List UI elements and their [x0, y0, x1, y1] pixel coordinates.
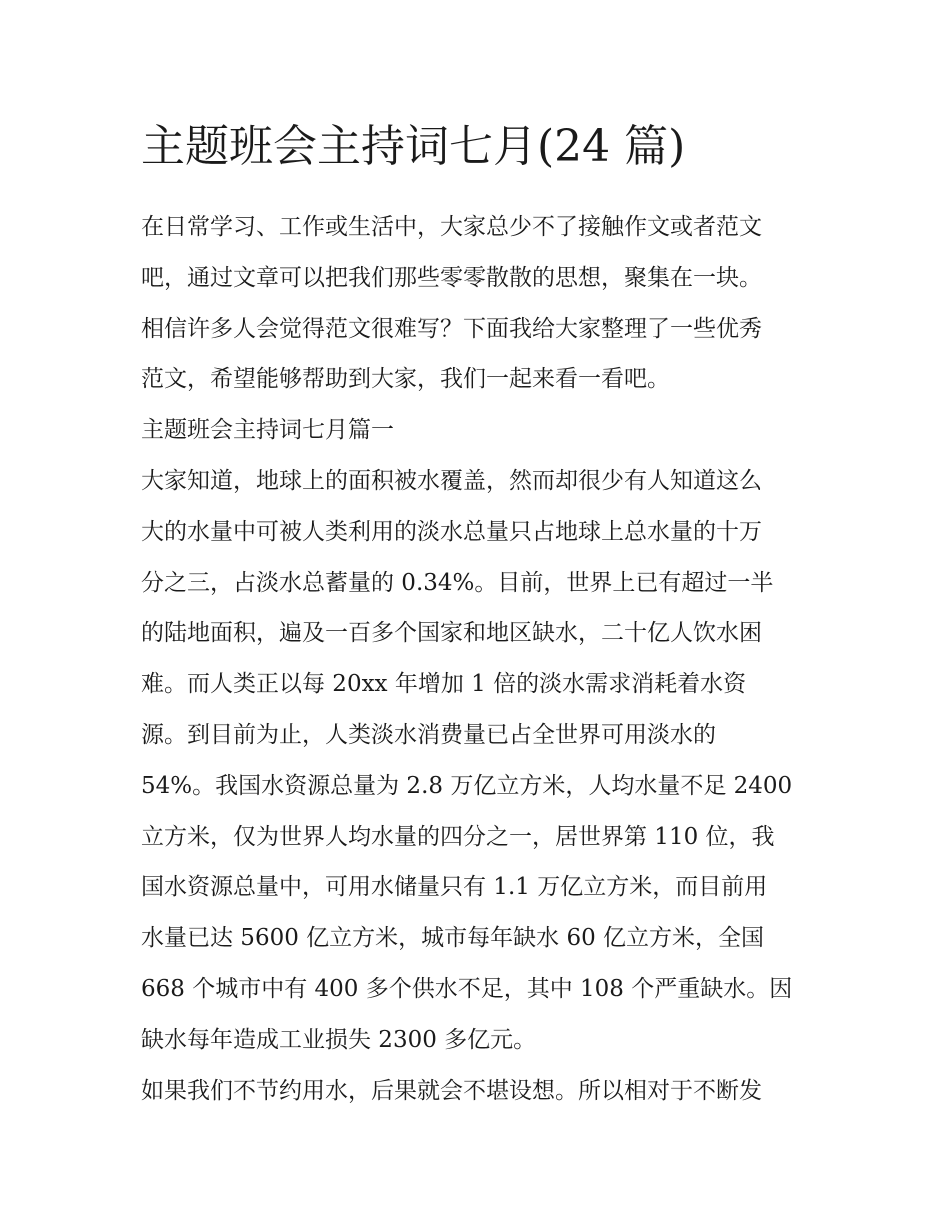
body-line: 缺水每年造成工业损失 2300 多亿元。 [141, 1026, 537, 1053]
body-line: 大家知道，地球上的面积被水覆盖，然而却很少有人知道这么 [141, 467, 762, 494]
body-line: 水量已达 5600 亿立方米，城市每年缺水 60 亿立方米，全国 [141, 925, 765, 952]
body-line: 如果我们不节约用水，后果就会不堪设想。所以相对于不断发 [141, 1077, 762, 1104]
document-body [141, 202, 831, 1116]
body-line: 668 个城市中有 400 多个供水不足，其中 108 个严重缺水。因 [141, 975, 793, 1002]
body-line-intro: 范文，希望能够帮助到大家，我们一起来看一看吧。 [141, 366, 670, 393]
body-line: 分之三，占淡水总蓄量的 0.34%。目前，世界上已有超过一半 [141, 569, 774, 596]
document-content [141, 112, 831, 1116]
section-heading: 主题班会主持词七月篇一 [141, 417, 394, 444]
body-line: 难。而人类正以每 20xx 年增加 1 倍的淡水需求消耗着水资 [141, 671, 747, 698]
body-line: 国水资源总量中，可用水储量只有 1.1 万亿立方米，而目前用 [141, 874, 768, 901]
document-title: 主题班会主持词七月(24 篇) [141, 121, 686, 172]
body-line: 源。到目前为止，人类淡水消费量已占全世界可用淡水的 [141, 721, 716, 748]
body-line: 立方米，仅为世界人均水量的四分之一，居世界第 110 位，我 [141, 823, 775, 850]
body-line-intro: 在日常学习、工作或生活中，大家总少不了接触作文或者范文 [141, 214, 762, 240]
body-line-intro: 相信许多人会觉得范文很难写？下面我给大家整理了一些优秀 [141, 315, 762, 342]
body-line: 的陆地面积，遍及一百多个国家和地区缺水，二十亿人饮水困 [141, 620, 762, 647]
body-line-intro: 吧，通过文章可以把我们那些零零散散的思想，聚集在一块。 [141, 264, 762, 291]
body-line: 大的水量中可被人类利用的淡水总量只占地球上总水量的十万 [141, 518, 762, 545]
body-line: 54%。我国水资源总量为 2.8 万亿立方米，人均水量不足 2400 [141, 772, 793, 799]
